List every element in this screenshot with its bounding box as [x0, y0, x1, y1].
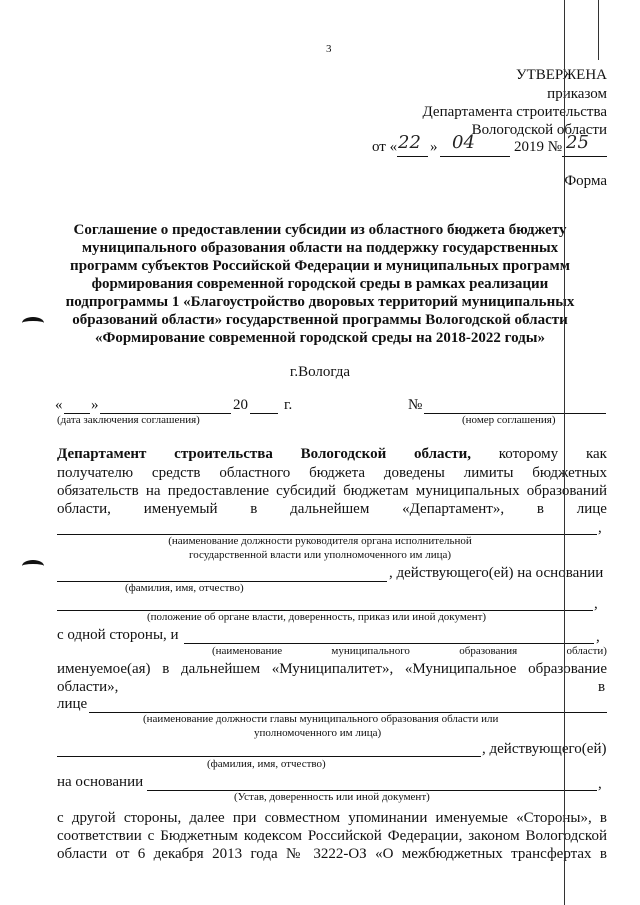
approval-month: 04 [452, 132, 475, 153]
municipality-name-field [184, 643, 594, 644]
word: средств [151, 465, 201, 481]
caption-basis: (положение об органе власти, доверенность, приказ или иной документ) [147, 611, 487, 623]
day-underline [397, 156, 428, 157]
caption-name: (фамилия, имя, отчество) [125, 582, 244, 594]
word: в [536, 501, 544, 517]
comma: , [596, 629, 600, 645]
paragraph-line-8: с другой стороны, далее при совместном упоминании именуемые «Стороны», в [57, 810, 607, 826]
word: как [585, 446, 607, 462]
approval-day: 22 [398, 132, 421, 153]
word: дальнейшем [290, 501, 370, 517]
title-line-6: образований области» государственной программы Вологодской области [72, 312, 568, 328]
approval-line-3: Департамента строительства [422, 104, 607, 120]
title-line-5: подпрограммы 1 «Благоустройство дворовых территорий муниципальных [65, 294, 575, 310]
city: г.Вологда [289, 364, 351, 380]
acting-text: , действующего(ей) [482, 741, 607, 757]
date-open-quote: « [55, 397, 63, 413]
comma: , [594, 596, 598, 612]
number-caption: (номер соглашения) [462, 414, 556, 426]
paragraph-line-10: области от 6 декабря 2013 года № 3222-ОЗ «О межбюджетных трансфертах в [57, 846, 607, 862]
number-sign: № [408, 397, 423, 413]
word: области) [566, 645, 607, 657]
paragraph-line-3: обязательств на предоставление субсидий бюджетам муниципальных образований [57, 483, 607, 499]
word: бюджетных [532, 465, 607, 481]
approval-line-4: Вологодской области [471, 122, 607, 138]
word: области, [57, 501, 111, 517]
word: «Департамент», [402, 501, 505, 517]
word: доведены [383, 465, 445, 481]
punch-hole-mark [22, 560, 44, 572]
comma: , [598, 520, 602, 536]
date-year-prefix: 20 [233, 397, 248, 413]
caption-head-a: (наименование должности главы муниципального образования области или [143, 713, 499, 725]
punch-hole-mark [22, 317, 44, 329]
caption-municipality [212, 645, 607, 657]
word: бюджета [309, 465, 366, 481]
basis-text: на основании [57, 774, 144, 790]
paragraph-line-5 [57, 661, 607, 678]
word: в [250, 501, 258, 517]
scan-edge-line [598, 0, 599, 60]
word: получателю [57, 465, 134, 481]
word: строительства [174, 446, 273, 462]
number-underline [562, 156, 607, 157]
paragraph-line-9: соответствии с Бюджетным кодексом Российской Федерации, законом Вологодской [57, 828, 607, 844]
title-line-2: муниципального образования области на поддержку государственных [81, 240, 559, 256]
approval-line-1: УТВЕРЖЕНА [515, 67, 607, 83]
date-year-suffix: г. [284, 397, 293, 413]
word: области, [414, 446, 471, 462]
approval-year: 2019 № [514, 139, 563, 155]
paragraph-line-1 [57, 446, 607, 463]
word: областного [219, 465, 291, 481]
word: в [162, 661, 170, 677]
word: «Муниципальное [404, 661, 517, 677]
title-line-4: формирования современной городской среды в рамках реализации [91, 276, 549, 292]
word: муниципального [331, 645, 410, 657]
word: именуемое(ая) [57, 661, 151, 677]
comma: , [598, 776, 602, 792]
approval-line-2: приказом [547, 86, 607, 102]
date-year-field [250, 413, 278, 414]
word: образования [459, 645, 518, 657]
in-person-text: лице [57, 696, 88, 712]
paragraph-line-4 [57, 501, 607, 518]
caption-official-a: (наименование должности руководителя органа исполнительной [168, 535, 472, 547]
title-line-3: программ субъектов Российской Федерации и муниципальных программ [70, 258, 570, 274]
page-number: 3 [326, 43, 332, 55]
word: в [598, 679, 606, 695]
month-underline [440, 156, 510, 157]
title-line-7: «Формирование современной городской среды на 2018-2022 годы» [95, 330, 545, 346]
word: «Муниципалитет», [271, 661, 394, 677]
date-caption: (дата заключения соглашения) [57, 414, 200, 426]
word: (наименование [212, 645, 283, 657]
word: образование [528, 661, 607, 677]
paragraph-line-2 [57, 465, 607, 482]
word: Вологодской [300, 446, 387, 462]
word: лимиты [463, 465, 514, 481]
word: Департамент [57, 446, 147, 462]
word: лице [576, 501, 607, 517]
scan-fold-line [564, 0, 565, 905]
word: которому [498, 446, 559, 462]
caption-name: (фамилия, имя, отчество) [207, 758, 326, 770]
form-label: Форма [564, 173, 607, 189]
word: дальнейшем [180, 661, 261, 677]
approval-number: 25 [566, 132, 589, 153]
caption-official-b: государственной власти или уполномоченного им лица) [188, 549, 452, 561]
paragraph-line-6: области», [57, 679, 119, 695]
date-close-quote: » [91, 397, 99, 413]
acting-text: , действующего(ей) на основании [389, 565, 604, 581]
title-line-1: Соглашение о предоставлении субсидии из областного бюджета бюджету [73, 222, 567, 238]
one-side-text: с одной стороны, и [57, 627, 179, 643]
approval-date-prefix: от « [372, 139, 398, 155]
caption-head-b: уполномоченного им лица) [254, 727, 382, 739]
caption-charter: (Устав, доверенность или иной документ) [234, 791, 430, 803]
head-name-field [57, 756, 481, 757]
word: именуемый [143, 501, 218, 517]
approval-date-mid: » [430, 139, 438, 155]
